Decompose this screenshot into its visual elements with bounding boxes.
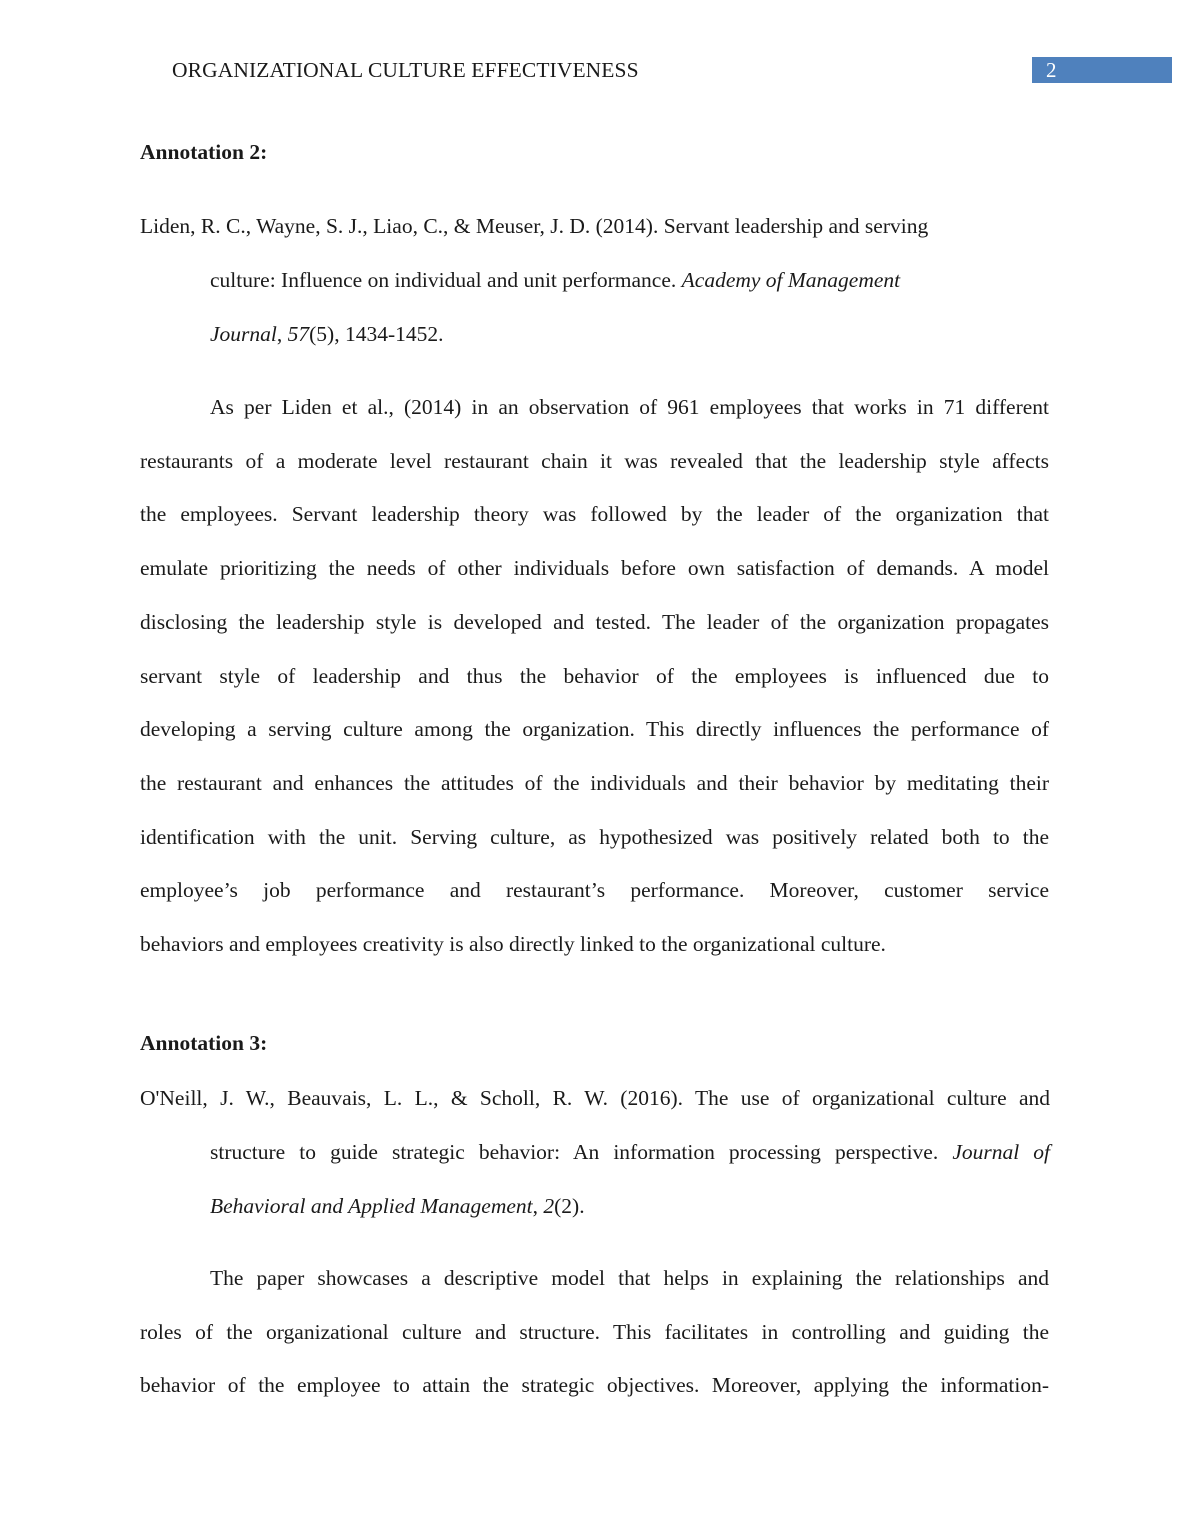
citation-line: O'Neill, J. W., Beauvais, L. L., & Scholl, R. W. (2016). The use of organizational culture and bbox=[140, 1086, 1050, 1110]
citation-line: Liden, R. C., Wayne, S. J., Liao, C., & Meuser, J. D. (2014). Servant leadership and serving bbox=[140, 214, 929, 238]
citation-line bbox=[140, 1125, 1050, 1179]
annotation-2-citation bbox=[140, 199, 1050, 361]
citation-separator: , bbox=[532, 1194, 544, 1218]
citation-line bbox=[140, 307, 1050, 361]
citation-text: (5), 1434-1452. bbox=[309, 322, 444, 346]
annotation-3-heading: Annotation 3: bbox=[140, 1031, 268, 1055]
running-head: ORGANIZATIONAL CULTURE EFFECTIVENESS bbox=[172, 58, 639, 82]
journal-title: Behavioral and Applied Management bbox=[210, 1194, 533, 1218]
page-number: 2 bbox=[1046, 58, 1057, 82]
journal-volume: 57 bbox=[287, 322, 310, 346]
page-number-box bbox=[1032, 57, 1172, 83]
citation-text: structure to guide strategic behavior: An information processing perspective. bbox=[210, 1140, 953, 1164]
journal-title: Journal bbox=[210, 322, 277, 346]
journal-title: Journal of bbox=[952, 1140, 1051, 1164]
body-line: the restaurant and enhances the attitudes of the individuals and their behavior by meditating their bbox=[140, 770, 1049, 795]
annotation-3-citation bbox=[140, 1071, 1050, 1233]
journal-volume: 2 bbox=[543, 1194, 555, 1218]
citation-separator: , bbox=[276, 322, 288, 346]
body-line: The paper showcases a descriptive model that helps in explaining the relationships and bbox=[210, 1266, 1049, 1290]
body-line: identification with the unit. Serving culture, as hypothesized was positively related both to the bbox=[140, 824, 1049, 849]
citation-line bbox=[140, 1179, 1050, 1233]
citation-text: culture: Influence on individual and unit performance. bbox=[210, 268, 682, 292]
body-line: roles of the organizational culture and structure. This facilitates in controlling and guiding the bbox=[140, 1319, 1049, 1344]
body-line: the employees. Servant leadership theory was followed by the leader of the organization that bbox=[140, 502, 1049, 527]
citation-line bbox=[140, 253, 1050, 307]
body-line: servant style of leadership and thus the behavior of the employees is influenced due to bbox=[140, 663, 1049, 688]
body-line: developing a serving culture among the organization. This directly influences the performance of bbox=[140, 717, 1049, 742]
body-line: restaurants of a moderate level restaurant chain it was revealed that the leadership style affects bbox=[140, 448, 1049, 473]
annotation-2-heading: Annotation 2: bbox=[140, 140, 268, 164]
body-line: disclosing the leadership style is developed and tested. The leader of the organization propagates bbox=[140, 609, 1049, 634]
citation-text: (2). bbox=[554, 1194, 585, 1218]
body-line: behaviors and employees creativity is also directly linked to the organizational culture. bbox=[140, 932, 886, 957]
body-line: employee’s job performance and restaurant’s performance. Moreover, customer service bbox=[140, 878, 1049, 903]
body-line: As per Liden et al., (2014) in an observation of 961 employees that works in 71 different bbox=[210, 395, 1049, 419]
journal-title: Academy of Management bbox=[681, 268, 901, 292]
annotation-3-body bbox=[140, 1252, 1049, 1413]
body-line: emulate prioritizing the needs of other individuals before own satisfaction of demands. A model bbox=[140, 556, 1049, 581]
body-line: behavior of the employee to attain the strategic objectives. Moreover, applying the information- bbox=[140, 1373, 1049, 1398]
annotation-2-body bbox=[140, 381, 1049, 972]
